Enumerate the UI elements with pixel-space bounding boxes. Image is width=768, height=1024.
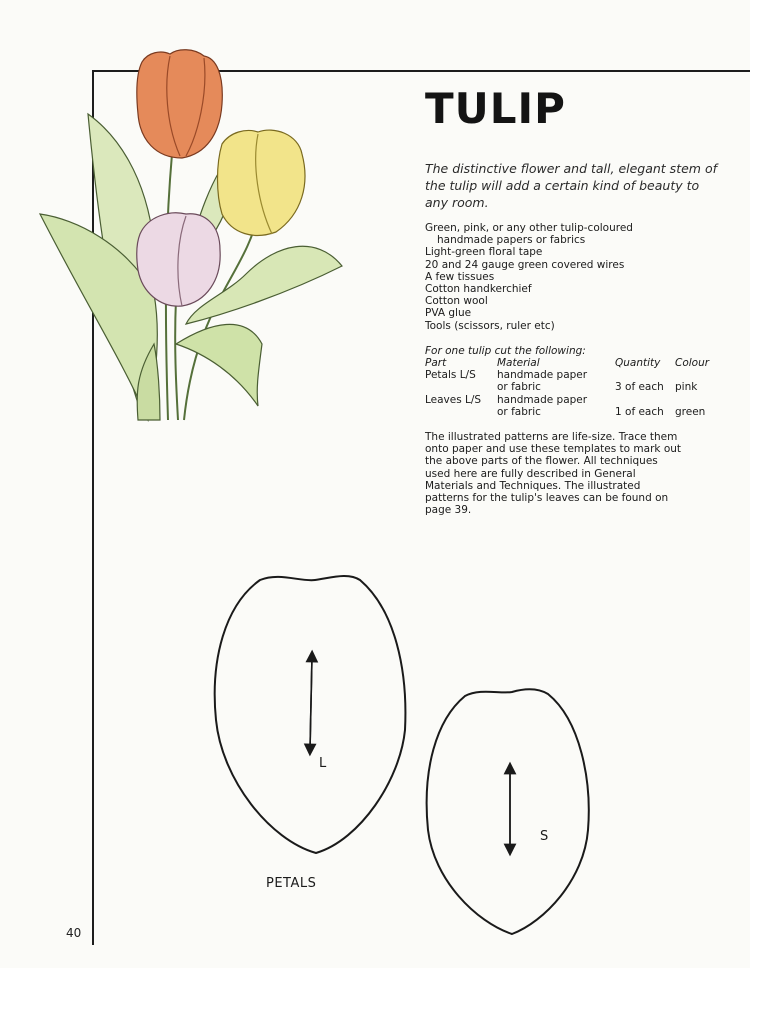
instructions-line: the above parts of the flower. All techniques xyxy=(425,455,658,468)
cell-material: handmade paper xyxy=(497,393,588,406)
column-header-material: Material xyxy=(497,357,540,369)
tulip-bouquet-illustration xyxy=(36,44,348,424)
instructions-line: page 39. xyxy=(425,504,472,517)
table-row xyxy=(425,394,725,406)
table-row xyxy=(425,369,725,381)
materials-item: Tools (scissors, ruler etc) xyxy=(425,319,555,332)
materials-item: Cotton wool xyxy=(425,295,488,308)
cell-quantity: 1 of each xyxy=(615,405,664,418)
cell-part: Petals L/S xyxy=(425,369,476,382)
materials-item: Green, pink, or any other tulip-coloured xyxy=(425,222,633,234)
cell-colour: pink xyxy=(675,381,698,394)
column-header-colour: Colour xyxy=(675,357,710,369)
materials-list xyxy=(425,222,725,332)
column-header-quantity: Quantity xyxy=(615,357,661,369)
small-petal-outline xyxy=(427,689,589,934)
cell-quantity: 3 of each xyxy=(615,381,664,394)
instructions-line: patterns for the tulip's leaves can be found on xyxy=(425,492,669,505)
materials-item: 20 and 24 gauge green covered wires xyxy=(425,258,625,271)
large-petal-label: L xyxy=(319,756,327,771)
table-row xyxy=(425,381,725,393)
small-petal-label: S xyxy=(540,829,549,844)
petals-caption: PETALS xyxy=(266,876,317,891)
materials-item: Cotton handkerchief xyxy=(425,283,532,296)
instructions-line: The illustrated patterns are life-size. Trace them xyxy=(425,431,678,443)
cell-part: Leaves L/S xyxy=(425,393,482,406)
column-header-part: Part xyxy=(425,357,447,369)
cell-material: or fabric xyxy=(497,381,541,394)
cell-material: or fabric xyxy=(497,405,541,418)
materials-item: handmade papers or fabrics xyxy=(437,234,586,247)
page-number: 40 xyxy=(66,926,82,940)
materials-item: PVA glue xyxy=(425,307,472,320)
cell-material: handmade paper xyxy=(497,369,588,382)
instructions-line: used here are fully described in General xyxy=(425,467,636,480)
materials-item: A few tissues xyxy=(425,270,495,283)
intro-text: The distinctive flower and tall, elegant stem of the tulip will add a certain kind of beauty to any room. xyxy=(425,161,717,210)
materials-item: Light-green floral tape xyxy=(425,246,543,259)
cut-list-table xyxy=(425,357,725,418)
cut-list-heading: For one tulip cut the following: xyxy=(425,345,586,357)
page-title: TULIP xyxy=(425,84,566,133)
instructions-text xyxy=(425,431,725,516)
cell-colour: green xyxy=(675,405,706,418)
instructions-line: Materials and Techniques. The illustrated xyxy=(425,479,641,492)
cut-list-header-row xyxy=(425,357,725,369)
instructions-line: onto paper and use these templates to mark out xyxy=(425,443,682,456)
table-row xyxy=(425,406,725,418)
petal-patterns xyxy=(200,560,620,960)
